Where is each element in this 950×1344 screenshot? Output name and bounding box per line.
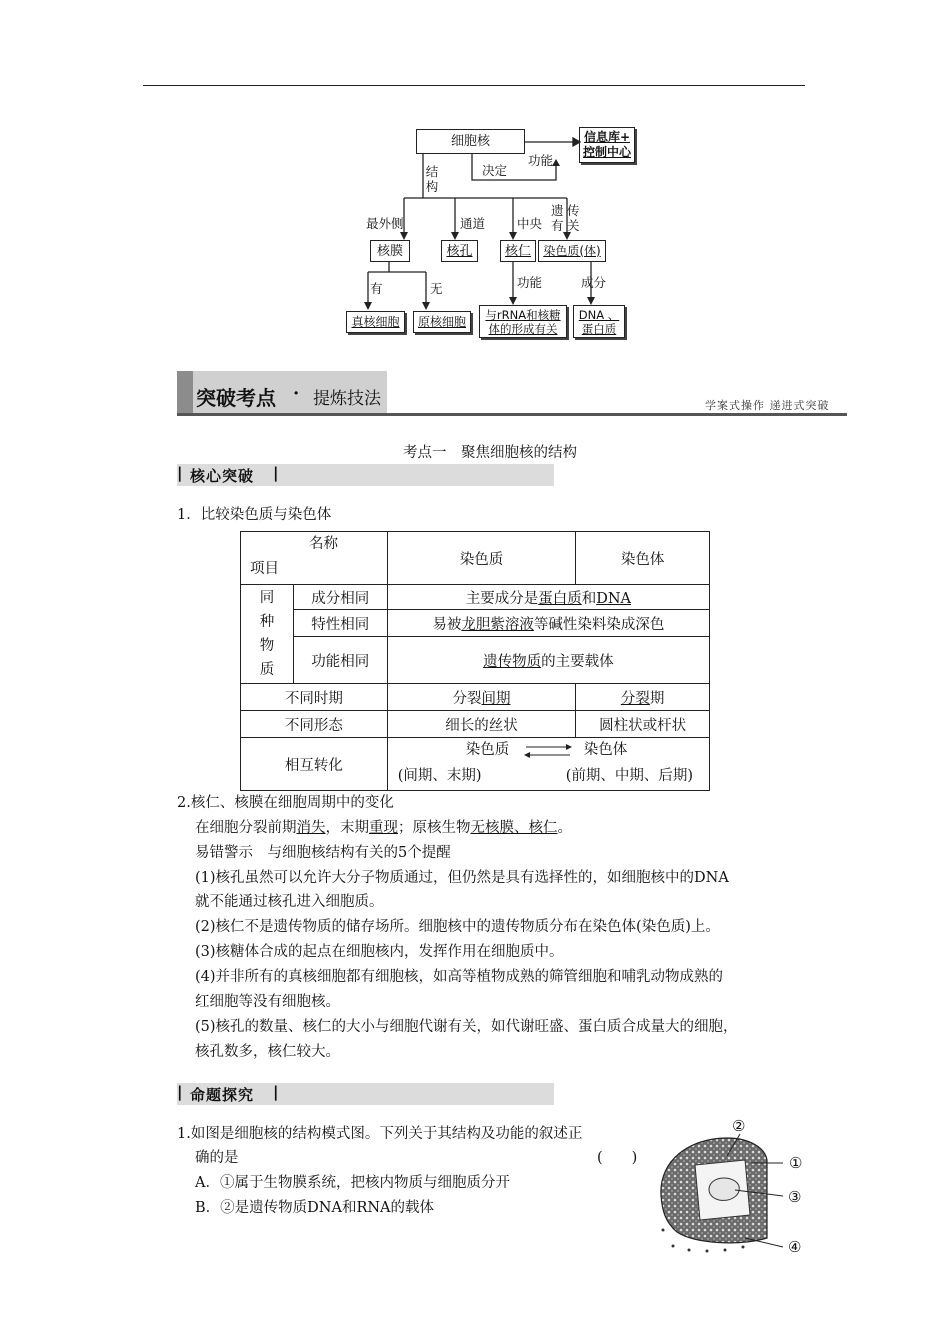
none-label: 无	[430, 281, 443, 296]
header-name: 名称	[309, 536, 338, 552]
prokaryote-label: 原核细胞	[417, 314, 466, 329]
row3-label: 功能相同	[293, 637, 387, 684]
protein-line: 蛋白质	[581, 321, 617, 336]
row2-label: 特性相同	[293, 610, 387, 637]
info-control-box	[579, 127, 635, 163]
row6-chromosome: 染色体	[583, 742, 628, 758]
option-a: A．①属于生物膜系统，把核内物质与细胞质分开	[195, 1175, 510, 1191]
explore-header-label: 命题探究	[190, 1086, 255, 1104]
question-line-2: 确的是	[195, 1150, 239, 1166]
eukaryote-label: 真核细胞	[351, 314, 400, 329]
item2-body	[195, 816, 572, 840]
table-row	[241, 738, 710, 791]
row4-a1: 分裂	[452, 690, 482, 707]
center-label: 中央	[517, 216, 543, 231]
concept-map	[0, 0, 950, 360]
pore-box	[441, 240, 478, 262]
row2-text-b: 龙胆紫溶液	[461, 616, 534, 633]
banner-underline	[177, 413, 847, 416]
has-label: 有	[370, 281, 383, 296]
figure-label-4: ④	[788, 1238, 802, 1256]
row1-text-b: 蛋白质	[538, 590, 582, 607]
nucleus-label: 细胞核	[450, 134, 490, 149]
dna-line: DNA 、	[578, 307, 620, 322]
item2-text-5: ；原核生物	[398, 820, 471, 836]
dna-protein-box	[573, 305, 625, 338]
row3-text-b: 的主要载体	[541, 653, 614, 670]
component-label: 成分	[581, 275, 607, 290]
row6-label: 相互转化	[241, 738, 388, 791]
membrane-label: 核膜	[376, 243, 403, 259]
row4-b1: 分裂	[620, 690, 650, 707]
pore-label: 核孔	[446, 243, 473, 259]
same-char-4: 质	[259, 662, 275, 678]
nucleus-figure	[655, 1117, 815, 1260]
table-row	[241, 637, 710, 684]
banner-accent	[177, 371, 193, 415]
function-label: 功能	[528, 153, 554, 168]
same-substance-cell	[241, 585, 294, 684]
row5-label: 不同形态	[241, 711, 388, 738]
table-row	[241, 585, 710, 610]
warning-line-2: 就不能通过核孔进入细胞质。	[195, 894, 384, 910]
figure-label-1: ①	[789, 1154, 803, 1172]
table-row	[241, 684, 710, 711]
prokaryote-box	[413, 311, 471, 333]
conversion-arrows	[522, 740, 574, 762]
comparison-table	[240, 531, 710, 791]
item2-text-7: 。	[557, 820, 572, 836]
eukaryote-box	[346, 311, 405, 333]
figure-label-3: ③	[788, 1188, 802, 1206]
same-char-1: 同	[259, 590, 275, 606]
explore-header-right-mark: |	[273, 1083, 280, 1101]
row2-text-a: 易被	[432, 616, 462, 633]
info-library-label: 信息库+	[583, 130, 631, 144]
rrna-line-2: 体的形成有关	[488, 321, 558, 336]
table-row	[241, 610, 710, 637]
row6-chromatin: 染色质	[465, 742, 510, 758]
warning-line-4: (3)核糖体合成的起点在细胞核内，发挥作用在细胞质中。	[195, 944, 564, 960]
warning-line-7: (5)核孔的数量、核仁的大小与细胞代谢有关，如代谢旺盛、蛋白质合成量大的细胞，	[195, 1019, 738, 1035]
warning-title: 易错警示 与细胞核结构有关的5个提醒	[195, 845, 451, 861]
table-header-row	[241, 532, 710, 585]
item2-title: 2.核仁、核膜在细胞周期中的变化	[177, 795, 394, 811]
function2-label: 功能	[517, 275, 543, 290]
warning-line-1: (1)核孔虽然可以允许大分子物质通过，但仍然是具有选择性的，如细胞核中的DNA	[195, 870, 729, 886]
rrna-box	[479, 305, 567, 338]
answer-bracket: ( )	[597, 1150, 638, 1166]
chromatin-box	[538, 240, 606, 262]
row6-chromosome-phase: (前期、中期、后期)	[565, 768, 694, 784]
rrna-line-1: 与rRNA和核糖	[485, 307, 561, 322]
banner-dot: ·	[293, 383, 300, 404]
banner-subtitle: 提炼技法	[313, 389, 381, 409]
section-title: 考点一 聚焦细胞核的结构	[403, 445, 577, 461]
item2-text-1: 在细胞分裂前期	[195, 820, 297, 836]
row3-value	[387, 637, 709, 684]
row2-value	[387, 610, 709, 637]
core-header-right-mark: |	[273, 464, 280, 482]
nucleus-box	[416, 129, 525, 154]
channel-label: 通道	[460, 216, 486, 231]
outermost-label: 最外侧	[366, 216, 404, 231]
same-char-2: 种	[259, 614, 275, 630]
row5-chromosome: 圆柱状或杆状	[576, 711, 710, 738]
nucleolus-label: 核仁	[504, 243, 531, 259]
header-diag-cell	[241, 532, 388, 585]
header-chromosome: 染色体	[576, 532, 710, 585]
row1-value	[387, 585, 709, 610]
header-item: 项目	[250, 561, 279, 577]
banner-title: 突破考点	[196, 386, 276, 410]
row2-text-c: 等碱性染料染成深色	[533, 616, 665, 633]
item2-text-2: 消失	[296, 820, 326, 836]
figure-label-2: ②	[732, 1117, 746, 1135]
same-char-3: 物	[259, 638, 275, 654]
control-center-label: 控制中心	[582, 145, 631, 159]
item1-title: 1．比较染色质与染色体	[177, 507, 332, 523]
row6-arrows	[522, 740, 574, 762]
row3-text-a: 遗传物质	[483, 653, 542, 670]
row6-value	[387, 738, 709, 791]
nucleolus-box	[500, 240, 536, 262]
item2-text-4: 重现	[369, 820, 398, 836]
row1-text-d: DNA	[596, 590, 631, 607]
item2-text-6: 无核膜、核仁	[470, 820, 558, 836]
banner-right-text: 学案式操作 递进式突破	[705, 399, 830, 412]
warning-line-8: 核孔数多，核仁较大。	[195, 1044, 340, 1060]
membrane-box	[370, 240, 410, 262]
row4-chromatin	[387, 684, 576, 711]
explore-header-left-mark: |	[177, 1083, 184, 1101]
heredity-label-a: 遗有	[551, 203, 564, 233]
row4-label: 不同时期	[241, 684, 388, 711]
warning-line-6: 红细胞等没有细胞核。	[195, 994, 340, 1010]
concept-map-lines	[0, 0, 950, 360]
table-row	[241, 711, 710, 738]
core-header-label: 核心突破	[190, 467, 255, 485]
header-chromatin: 染色质	[387, 532, 576, 585]
item2-text-3: ，末期	[325, 820, 369, 836]
warning-line-5: (4)并非所有的真核细胞都有细胞核，如高等植物成熟的筛管细胞和哺乳动物成熟的	[195, 969, 724, 985]
warning-line-3: (2)核仁不是遗传物质的储存场所。细胞核中的遗传物质分布在染色体(染色质)上。	[195, 919, 720, 935]
chromatin-label: 染色质(体)	[543, 243, 601, 258]
row6-chromatin-phase: (间期、末期)	[397, 768, 482, 784]
row1-label: 成分相同	[293, 585, 387, 610]
row4-b2: 期	[649, 690, 665, 707]
question-line-1: 1.如图是细胞核的结构模式图。下列关于其结构及功能的叙述正	[177, 1126, 583, 1142]
decides-label: 决定	[482, 163, 508, 178]
structure-label: 结构	[425, 164, 439, 194]
row4-chromosome	[576, 684, 710, 711]
heredity-label-b: 传关	[567, 203, 580, 233]
core-header-left-mark: |	[177, 464, 184, 482]
option-b: B．②是遗传物质DNA和RNA的载体	[195, 1200, 435, 1216]
row1-text-a: 主要成分是	[465, 590, 539, 607]
row4-a2: 间期	[481, 690, 511, 707]
row1-text-c: 和	[581, 590, 597, 607]
row5-chromatin: 细长的丝状	[387, 711, 576, 738]
